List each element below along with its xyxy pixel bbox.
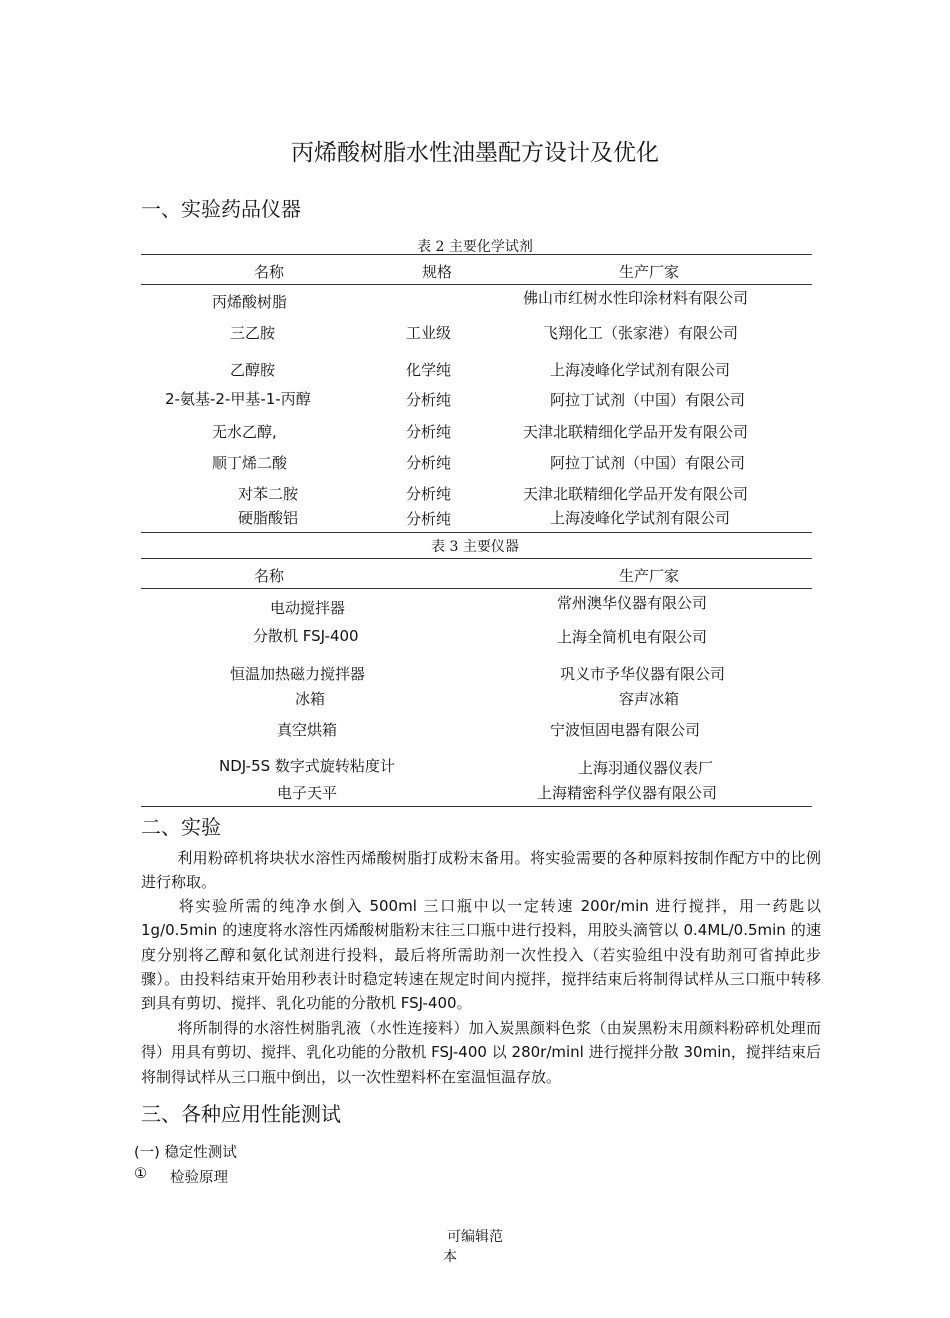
table2-header-maker: 生产厂家 bbox=[619, 263, 680, 281]
table2-row-maker: 上海凌峰化学试剂有限公司 bbox=[550, 509, 731, 527]
section-heading-2: 二、实验 bbox=[141, 815, 221, 839]
table3-bottom-rule bbox=[141, 806, 812, 807]
table2-row-spec: 化学纯 bbox=[406, 361, 452, 379]
table3-row-maker: 容声冰箱 bbox=[619, 690, 680, 708]
table2-row-name: 无水乙醇, bbox=[212, 423, 277, 441]
table3-row-maker: 上海羽通仪器仪表厂 bbox=[578, 759, 714, 777]
document-title: 丙烯酸树脂水性油墨配方设计及优化 bbox=[291, 140, 659, 166]
paragraph-3-text: 将所制得的水溶性树脂乳液（水性连接料）加入炭黑颜料色浆（由炭黑粉末用颜料粉碎机处理而得）用具有剪切、搅拌、乳化功能的分散机 FSJ-400 以 280r/minl 进行搅拌分散 30min，搅拌结束后将制得试样从三口瓶中倒出，以一次性塑料杯在室温恒温存放。 bbox=[141, 1019, 821, 1086]
subsection-stability-test: (一) 稳定性测试 bbox=[134, 1145, 237, 1161]
table3-row-name: NDJ-5S 数字式旋转粘度计 bbox=[219, 757, 395, 775]
table3-row-maker: 巩义市予华仪器有限公司 bbox=[560, 665, 726, 683]
table2-row-name: 顺丁烯二酸 bbox=[212, 454, 288, 472]
footer-line-1: 可编辑范 bbox=[447, 1229, 503, 1245]
list-item-test-principle: 检验原理 bbox=[170, 1170, 228, 1186]
table2-row-name: 乙醇胺 bbox=[230, 361, 276, 379]
paragraph-2-text: 将实验所需的纯净水倒入 500ml 三口瓶中以一定转速 200r/min 进行搅拌，用一药匙以 1g/0.5min 的速度将水溶性丙烯酸树脂粉末往三口瓶中进行投料，用胶头滴管以 0.4ML/0.5min 的速度分别将乙醇和氨化试剂进行投料，最后将所需助剂一次性投入（若实验组中没有助剂可省掉此步骤）。由投料结束开始用秒表计时稳定转速在规定时间内搅拌，搅拌结束后将制得试样从三口瓶中转移到具有剪切、搅拌、乳化功能的分散机 FSJ-400。 bbox=[141, 897, 821, 1013]
table2-bottom-rule bbox=[141, 532, 812, 533]
table2-row-name: 丙烯酸树脂 bbox=[212, 293, 288, 311]
page-footer bbox=[0, 1227, 950, 1267]
table2-row-spec: 分析纯 bbox=[406, 510, 452, 528]
table3-row-name: 分散机 FSJ-400 bbox=[253, 627, 359, 645]
table2-row-maker: 阿拉丁试剂（中国）有限公司 bbox=[550, 391, 746, 409]
list-marker: ① bbox=[134, 1166, 147, 1182]
table2-row-maker: 上海凌峰化学试剂有限公司 bbox=[550, 361, 731, 379]
table3-header-rule bbox=[141, 588, 812, 589]
table3-row-name: 电动搅拌器 bbox=[270, 599, 346, 617]
table2-row-name: 三乙胺 bbox=[230, 324, 276, 342]
table3-row-maker: 宁波恒固电器有限公司 bbox=[550, 721, 701, 739]
table2-row-name: 2-氨基-2-甲基-1-丙醇 bbox=[165, 390, 311, 408]
table2-row-spec: 分析纯 bbox=[406, 454, 452, 472]
table2-row-name: 对苯二胺 bbox=[238, 485, 299, 503]
table2-row-name: 硬脂酸铝 bbox=[238, 509, 299, 527]
table2-row-maker: 天津北联精细化学品开发有限公司 bbox=[523, 423, 749, 441]
table2-header-rule bbox=[141, 284, 812, 285]
footer-line-2: 本 bbox=[443, 1249, 457, 1265]
table3-top-rule bbox=[141, 558, 812, 559]
section-heading-1: 一、实验药品仪器 bbox=[141, 197, 301, 221]
paragraph-3 bbox=[141, 1016, 821, 1089]
table2-row-maker: 阿拉丁试剂（中国）有限公司 bbox=[550, 454, 746, 472]
table2-header-name: 名称 bbox=[254, 263, 285, 281]
table3-header-maker: 生产厂家 bbox=[619, 567, 680, 585]
table3-row-name: 冰箱 bbox=[295, 690, 326, 708]
table3-header-name: 名称 bbox=[254, 567, 285, 585]
table3-caption: 表 3 主要仪器 bbox=[431, 539, 519, 555]
paragraph-1-text: 利用粉碎机将块状水溶性丙烯酸树脂打成粉末备用。将实验需要的各种原料按制作配方中的比例进行称取。 bbox=[141, 849, 821, 892]
table3-row-maker: 上海精密科学仪器有限公司 bbox=[537, 784, 718, 802]
table2-header-spec: 规格 bbox=[422, 263, 453, 281]
table2-row-maker: 佛山市红树水性印涂材料有限公司 bbox=[523, 289, 749, 307]
table3-row-maker: 常州澳华仪器有限公司 bbox=[557, 594, 708, 612]
table2-row-spec: 分析纯 bbox=[406, 391, 452, 409]
table3-row-name: 电子天平 bbox=[277, 784, 338, 802]
table2-caption: 表 2 主要化学试剂 bbox=[417, 239, 533, 255]
paragraph-1 bbox=[141, 846, 821, 895]
table2-row-spec: 工业级 bbox=[406, 324, 452, 342]
table3-row-name: 真空烘箱 bbox=[277, 721, 338, 739]
table3-row-maker: 上海全简机电有限公司 bbox=[557, 628, 708, 646]
table3-row-name: 恒温加热磁力搅拌器 bbox=[230, 665, 366, 683]
table2-top-rule bbox=[141, 254, 812, 255]
paragraph-2 bbox=[141, 894, 821, 1015]
table2-row-spec: 分析纯 bbox=[406, 423, 452, 441]
table2-row-maker: 飞翔化工（张家港）有限公司 bbox=[543, 324, 739, 342]
table2-row-spec: 分析纯 bbox=[406, 485, 452, 503]
section-heading-3: 三、各种应用性能测试 bbox=[141, 1102, 341, 1126]
table2-row-maker: 天津北联精细化学品开发有限公司 bbox=[523, 485, 749, 503]
